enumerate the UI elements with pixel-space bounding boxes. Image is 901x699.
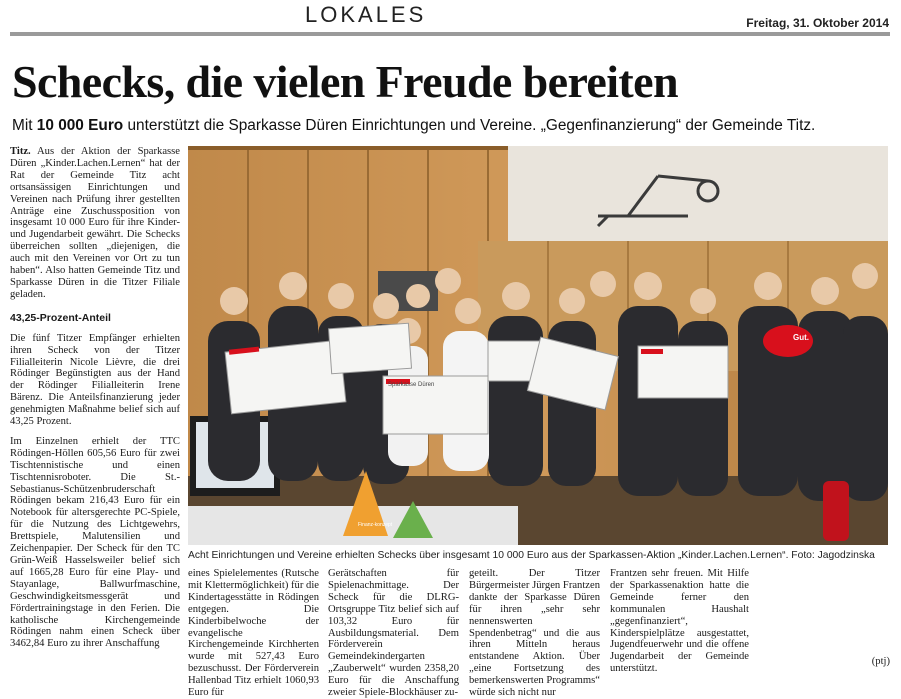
paragraph-3: Im Einzelnen erhielt der TTC Rödingen-Höllen 605,56 Euro für zwei Tischtennistische und einen Tischtennisroboter. Die St.-Sebastianus-Schützenbruderschaft Rödingen bekam 216,43 Euro für ein Notebook für altersgerechte PC-Spiele, für die Nutzung des Lichtgewehrs, Brettspiele, Malutensilien und Zeichenpapier. Der Scheck für den TC Grün-Weiß Hasselsweiler belief sich auf 1665,28 Euro für eine Play- und Stayanlage, Ballwurfmaschine, Geschwindigkeitsmessgerät und Fördertrainingstage in den Ferien. Die katholische Kirchengemeinde Rödingen nahm einen Scheck über 3462,84 Euro zu ihrer Anschaffung — [10, 435, 180, 650]
article-column-3: Gerätschaften für Spielenachmittage. Der Scheck für die DLRG-Ortsgruppe Titz belief sich auf 103,32 Euro für Ausbildungsmaterial. Dem Förderverein Gemeindekindergarten „Zauberwelt“ wurden 2358,20 Euro für die Anschaffung zweier Spiele-Blockhäuser zu- — [328, 568, 459, 699]
subheadline — [12, 117, 815, 135]
article-column-left — [10, 146, 180, 678]
pyramid-label: Finanz-konzept — [358, 522, 393, 528]
subhead-after: unterstützt die Sparkasse Düren Einrichtungen und Vereine. „Gegenfinanzierung“ der Gemeinde Titz. — [123, 117, 816, 134]
fire-extinguisher — [823, 481, 849, 541]
paragraph-2: Die fünf Titzer Empfänger erhielten ihren Scheck von der Titzer Filialleiterin Nicole Lièvre, die drei Rödinger Begünstigten aus der Hand der Rödinger Filialleiterin Irene Bärenz. Die Anteilsfinanzierung jeder genehmigten Maßnahme belief sich auf 43,25 Prozent. — [10, 332, 180, 428]
article-column-4: geteilt. Der Titzer Bürgermeister Jürgen Frantzen dankte der Sparkasse Düren für ihren „sehr sehr nennenswerten Spendenbetrag“ und die aus ihren Mitteln heraus entstandene Aktion. Über „eine Fortsetzung des bemerkenswerten Programms“ würde sich nicht nur — [469, 568, 600, 699]
masthead-rule — [10, 32, 890, 36]
section-subheading: 43,25-Prozent-Anteil — [10, 311, 111, 324]
subhead-amount: 10 000 Euro — [36, 117, 124, 134]
article-photo — [188, 146, 888, 545]
photo-caption: Acht Einrichtungen und Vereine erhielten Schecks über insgesamt 10 000 Euro aus der Sparkassen-Aktion „Kinder.Lachen.Lernen“. Foto: Jagodzinska — [188, 550, 875, 561]
cheque-bank-label: Sparkasse Düren — [388, 382, 435, 388]
dateline: Titz. — [10, 146, 31, 157]
headline: Schecks, die vielen Freude bereiten — [12, 56, 678, 107]
author-signature: (ptj) — [871, 656, 890, 667]
photo-illustration — [188, 146, 888, 545]
subhead-before: Mit — [12, 117, 37, 134]
article-column-5: Frantzen sehr freuen. Mit Hilfe der Sparkassenaktion hatte die Gemeinde ferner den kommunalen Haushalt „gegenfinanziert“, Kinderspielplätze ausgestattet, Jugendfeuerwehr und die offene Jugendarbeit der Gemeinde unterstützt. — [610, 568, 749, 675]
lead-text: Aus der Aktion der Sparkasse Düren „Kinder.Lachen.Lernen“ hat der Rat der Gemeinde Titz acht ortsansässigen Einrichtungen und Vereinen nach Prüfung ihrer gestellten Anträge eine Zuschussposition von insgesamt 10 000 Euro für ihre Kinder- und Jugendarbeit gewährt. Die Schecks überreichen sollten „diejenigen, die auch mit den Vereinen vor Ort zu tun haben“. Also hatten Gemeinde Titz und Sparkasse Düren in die Titzer Filiale geladen. — [10, 146, 180, 300]
issue-date: Freitag, 31. Oktober 2014 — [746, 16, 889, 30]
section-title: LOKALES — [305, 2, 427, 27]
piggy-bank-label: Gut. — [793, 333, 809, 342]
lead-paragraph — [10, 146, 180, 301]
article-column-2: eines Spielelementes (Rutsche mit Klettermöglichkeit) für die Kindertagesstätte in Rödingen entgegen. Die Kinderbibelwoche der evangelische Kirchengemeinde Kirchherten wurde mit 527,43 Euro bezuschusst. Der Förderverein Hallenbad Titz erhielt 1060,93 Euro für — [188, 568, 319, 699]
